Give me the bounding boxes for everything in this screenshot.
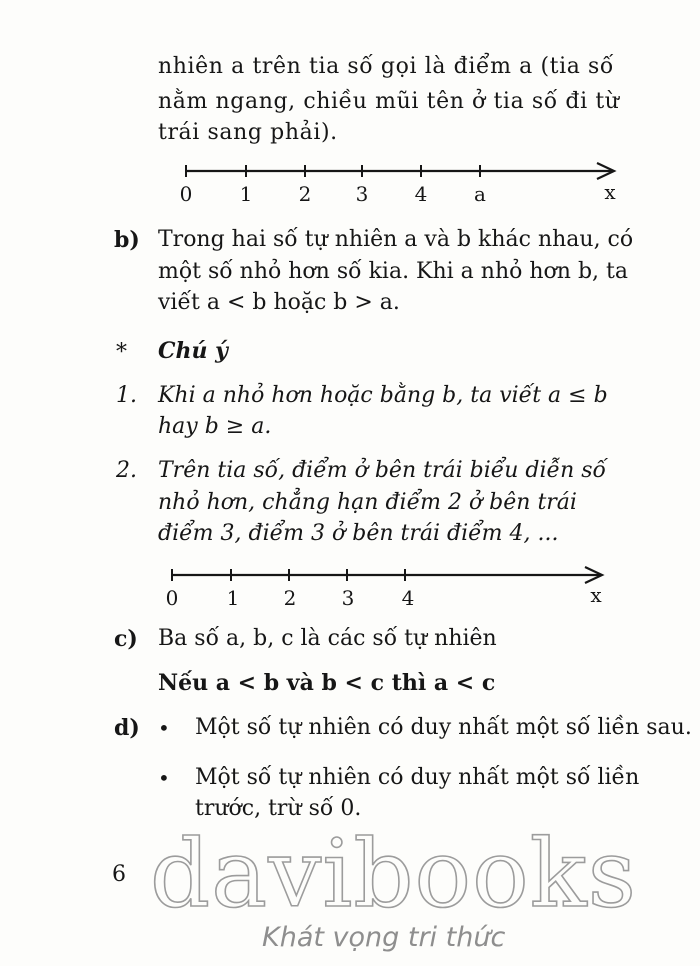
intro-line-2: nằm ngang, chiều mũi tên ở tia số đi từ	[158, 89, 620, 114]
number-line-1-label-5: a	[474, 182, 486, 206]
section-d-bullet-2-line-2: trước, trừ số 0.	[195, 796, 362, 821]
note-item-1-line-1: Khi a nhỏ hơn hoặc bằng b, ta viết a ≤ b	[158, 383, 608, 408]
section-b-line-3: viết a < b hoặc b > a.	[158, 290, 400, 315]
section-d-bullet-1: Một số tự nhiên có duy nhất một số liền sau.	[195, 715, 692, 740]
note-item-2-line-2: nhỏ hơn, chẳng hạn điểm 2 ở bên trái	[158, 490, 577, 515]
number-line-2-label-0: 0	[165, 586, 179, 610]
section-c-rule: Nếu a < b và b < c thì a < c	[158, 670, 496, 696]
number-line-1-label-0: 0	[179, 182, 193, 206]
number-line-1-label-4: 4	[414, 182, 428, 206]
bullet-1-icon: •	[158, 716, 170, 740]
number-line-2-label-4: 4	[401, 586, 415, 610]
note-item-1-line-2: hay b ≥ a.	[158, 414, 272, 439]
number-line-1-label-2: 2	[298, 182, 312, 206]
number-line-2-axis-label: x	[590, 583, 602, 607]
number-line-2-label-2: 2	[283, 586, 297, 610]
watermark-logo: davibooks	[150, 820, 637, 929]
section-c-label: c)	[114, 626, 138, 652]
note-item-2-number: 2.	[116, 458, 137, 483]
note-item-1-number: 1.	[116, 383, 137, 408]
number-line-1-label-3: 3	[355, 182, 369, 206]
note-star: *	[116, 340, 127, 365]
section-d-label: d)	[114, 715, 140, 741]
number-line-2-label-1: 1	[226, 586, 240, 610]
note-item-2-line-3: điểm 3, điểm 3 ở bên trái điểm 4, ...	[158, 521, 559, 546]
watermark-slogan: Khát vọng tri thức	[262, 922, 506, 953]
section-d-bullet-2-line-1: Một số tự nhiên có duy nhất một số liền	[195, 765, 640, 790]
section-b-line-2: một số nhỏ hơn số kia. Khi a nhỏ hơn b, ta	[158, 259, 628, 284]
section-c-line: Ba số a, b, c là các số tự nhiên	[158, 626, 497, 651]
page-number: 6	[112, 862, 126, 887]
section-b-label: b)	[114, 227, 140, 253]
note-title: Chú ý	[158, 338, 228, 364]
intro-line-1: nhiên a trên tia số gọi là điểm a (tia số	[158, 54, 614, 79]
intro-line-3: trái sang phải).	[158, 120, 338, 145]
number-line-2-label-3: 3	[341, 586, 355, 610]
note-item-2-line-1: Trên tia số, điểm ở bên trái biểu diễn số	[158, 458, 606, 483]
number-line-1-label-1: 1	[239, 182, 253, 206]
bullet-2-icon: •	[158, 766, 170, 790]
section-b-line-1: Trong hai số tự nhiên a và b khác nhau, có	[158, 227, 634, 252]
number-line-1-axis-label: x	[604, 180, 616, 204]
